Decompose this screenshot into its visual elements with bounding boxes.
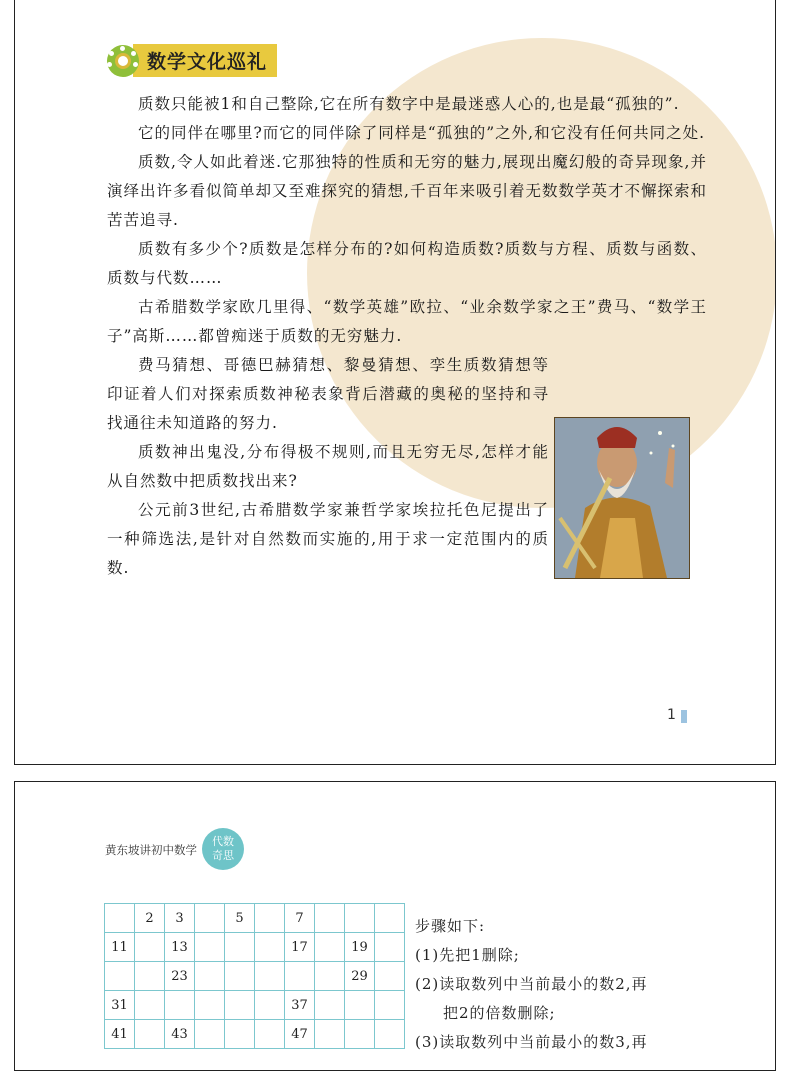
grid-cell [195,962,225,991]
grid-cell: 11 [105,933,135,962]
grid-cell [255,962,285,991]
grid-cell [195,904,225,933]
grid-cell [375,1020,405,1049]
grid-cell [375,991,405,1020]
step-item: (3)读取数列中当前最小的数3,再 [415,1033,648,1051]
flower-icon [107,45,139,77]
grid-cell: 17 [285,933,315,962]
grid-cell [255,904,285,933]
grid-cell: 47 [285,1020,315,1049]
grid-cell [315,1020,345,1049]
grid-cell [255,933,285,962]
badge-line-2: 奇思 [212,849,234,862]
paragraph: 质数神出鬼没,分布得极不规则,而且无穷无尽,怎样才能从自然数中把质数找出来? [107,443,549,490]
grid-cell [255,991,285,1020]
grid-cell [195,1020,225,1049]
paragraph: 费马猜想、哥德巴赫猜想、黎曼猜想、孪生质数猜想等印证着人们对探索质数神秘表象背后潜藏的奥秘的坚持和寻找通往未知道路的努力. [107,356,549,432]
grid-cell: 13 [165,933,195,962]
section-header [107,44,277,77]
badge-line-1: 代数 [212,835,234,848]
grid-cell [135,991,165,1020]
chapter-badge [202,828,244,870]
running-header: 黄东坡讲初中数学 [105,843,197,857]
grid-cell: 29 [345,962,375,991]
grid-cell [195,991,225,1020]
grid-cell [315,904,345,933]
grid-cell [375,904,405,933]
steps-heading: 步骤如下: [415,917,486,935]
page-2 [14,781,776,1071]
grid-cell [225,962,255,991]
grid-cell [315,933,345,962]
grid-row [105,904,405,933]
paragraph: 公元前3世纪,古希腊数学家兼哲学家埃拉托色尼提出了一种筛选法,是针对自然数而实施的,用于求一定范围内的质数. [107,501,549,577]
grid-cell [105,962,135,991]
grid-row [105,1020,405,1049]
grid-cell: 2 [135,904,165,933]
grid-cell [315,991,345,1020]
grid-cell [105,904,135,933]
paragraph: 质数只能被1和自己整除,它在所有数字中是最迷惑人心的,也是最“孤独的”. [138,95,680,113]
grid-cell: 37 [285,991,315,1020]
grid-cell: 7 [285,904,315,933]
step-item: (2)读取数列中当前最小的数2,再 [415,975,648,993]
mathematician-portrait [554,417,690,579]
paragraph: 古希腊数学家欧几里得、“数学英雄”欧拉、“业余数学家之王”费马、“数学王子”高斯……都曾痴迷于质数的无穷魅力. [107,298,707,345]
paragraph: 质数,令人如此着迷.它那独特的性质和无穷的魅力,展现出魔幻般的奇异现象,并演绎出许多看似简单却又至难探究的猜想,千百年来吸引着无数数学英才不懈探索和苦苦追寻. [107,153,707,229]
step-item-continued: 把2的倍数删除; [443,1004,556,1022]
grid-cell [315,962,345,991]
grid-cell [225,991,255,1020]
grid-cell [255,1020,285,1049]
grid-row [105,933,405,962]
grid-cell [285,962,315,991]
grid-cell: 19 [345,933,375,962]
grid-row [105,991,405,1020]
grid-cell [345,904,375,933]
grid-cell [345,991,375,1020]
grid-cell [165,991,195,1020]
grid-cell [375,933,405,962]
grid-cell: 3 [165,904,195,933]
page-number: 1 [667,707,676,723]
grid-cell [225,933,255,962]
grid-cell [225,1020,255,1049]
steps-list [415,912,695,1057]
grid-cell: 41 [105,1020,135,1049]
paragraph: 它的同伴在哪里?而它的同伴除了同样是“孤独的”之外,和它没有任何共同之处. [138,124,706,142]
paragraph: 质数有多少个?质数是怎样分布的?如何构造质数?质数与方程、质数与函数、质数与代数…… [107,240,707,287]
page-number-marker [681,710,687,723]
grid-cell [345,1020,375,1049]
grid-cell: 23 [165,962,195,991]
step-item: (1)先把1删除; [415,946,520,964]
grid-cell [135,1020,165,1049]
grid-cell [195,933,225,962]
grid-cell: 31 [105,991,135,1020]
number-grid [104,903,405,1049]
grid-cell [135,962,165,991]
grid-cell [375,962,405,991]
grid-row [105,962,405,991]
grid-cell: 43 [165,1020,195,1049]
section-title: 数学文化巡礼 [133,44,277,77]
grid-cell [135,933,165,962]
grid-cell: 5 [225,904,255,933]
page-1 [14,0,776,765]
